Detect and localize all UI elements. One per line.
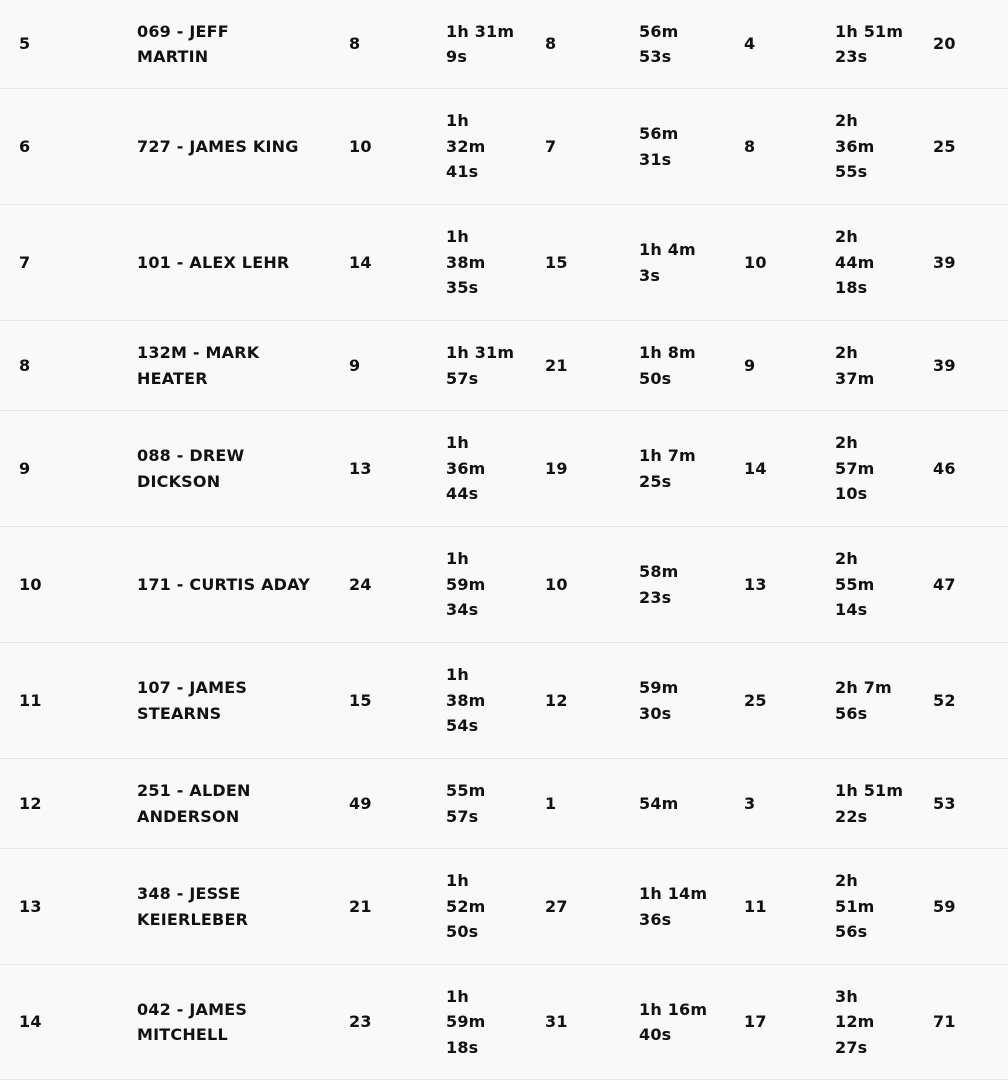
race3-time-cell: 1h 51m 22s	[835, 781, 904, 826]
race3-time-cell: 2h 7m 56s	[835, 678, 892, 723]
race2-rank-cell: 10	[545, 574, 568, 594]
race2-time-cell: 1h 7m 25s	[639, 446, 696, 491]
race1-rank-cell: 21	[349, 896, 372, 916]
table-row	[0, 759, 1008, 849]
race3-time-cell: 2h 44m 18s	[835, 227, 875, 298]
place-cell: 7	[19, 252, 31, 272]
race3-rank-cell: 8	[744, 136, 756, 156]
race1-time-cell: 1h 31m 57s	[446, 343, 515, 388]
race2-time-cell: 56m 53s	[639, 21, 679, 66]
place-cell: 8	[19, 355, 31, 375]
table-row	[0, 321, 1008, 411]
race3-rank-cell: 10	[744, 252, 767, 272]
race1-rank-cell: 13	[349, 458, 372, 478]
racer-cell: 069 - JEFF MARTIN	[137, 21, 229, 66]
race3-time-cell: 2h 36m 55s	[835, 111, 875, 182]
place-cell: 9	[19, 458, 31, 478]
table-row	[0, 643, 1008, 759]
race3-rank-cell: 9	[744, 355, 756, 375]
race1-rank-cell: 14	[349, 252, 372, 272]
race3-time-cell: 2h 57m 10s	[835, 433, 875, 504]
race2-rank-cell: 31	[545, 1012, 568, 1032]
table-row	[0, 527, 1008, 643]
race1-rank-cell: 24	[349, 574, 372, 594]
race1-time-cell: 55m 57s	[446, 781, 486, 826]
race3-rank-cell: 17	[744, 1012, 767, 1032]
place-cell: 10	[19, 574, 42, 594]
race2-time-cell: 56m 31s	[639, 124, 679, 169]
race1-time-cell: 1h 31m 9s	[446, 21, 515, 66]
race2-time-cell: 1h 4m 3s	[639, 240, 696, 285]
race1-rank-cell: 9	[349, 355, 361, 375]
points-cell: 39	[933, 252, 956, 272]
race2-rank-cell: 15	[545, 252, 568, 272]
points-cell: 46	[933, 458, 956, 478]
race2-time-cell: 1h 14m 36s	[639, 884, 708, 929]
race2-rank-cell: 21	[545, 355, 568, 375]
racer-cell: 348 - JESSE KEIERLEBER	[137, 884, 249, 929]
place-cell: 6	[19, 136, 31, 156]
points-cell: 47	[933, 574, 956, 594]
place-cell: 5	[19, 34, 31, 54]
race3-time-cell: 3h 12m 27s	[835, 986, 875, 1057]
race2-time-cell: 54m	[639, 793, 679, 813]
race3-time-cell: 2h 55m 14s	[835, 549, 875, 620]
points-cell: 39	[933, 355, 956, 375]
racer-cell: 132M - MARK HEATER	[137, 343, 260, 388]
race1-rank-cell: 10	[349, 136, 372, 156]
points-cell: 71	[933, 1012, 956, 1032]
race2-rank-cell: 27	[545, 896, 568, 916]
racer-cell: 088 - DREW DICKSON	[137, 446, 245, 491]
race3-time-cell: 2h 51m 56s	[835, 871, 875, 942]
race3-rank-cell: 4	[744, 34, 756, 54]
race2-rank-cell: 8	[545, 34, 557, 54]
race2-rank-cell: 1	[545, 793, 557, 813]
race2-rank-cell: 7	[545, 136, 557, 156]
table-row	[0, 411, 1008, 527]
racer-cell: 042 - JAMES MITCHELL	[137, 999, 248, 1044]
race3-rank-cell: 3	[744, 793, 756, 813]
race3-rank-cell: 13	[744, 574, 767, 594]
race2-time-cell: 1h 8m 50s	[639, 343, 696, 388]
race2-rank-cell: 19	[545, 458, 568, 478]
racer-cell: 171 - CURTIS ADAY	[137, 574, 310, 594]
race3-time-cell: 2h 37m	[835, 343, 875, 388]
race1-time-cell: 1h 52m 50s	[446, 871, 486, 942]
racer-cell: 107 - JAMES STEARNS	[137, 678, 248, 723]
race1-time-cell: 1h 32m 41s	[446, 111, 486, 182]
points-cell: 52	[933, 690, 956, 710]
race1-rank-cell: 49	[349, 793, 372, 813]
race2-time-cell: 58m 23s	[639, 562, 679, 607]
points-cell: 25	[933, 136, 956, 156]
racer-cell: 727 - JAMES KING	[137, 136, 299, 156]
race3-rank-cell: 14	[744, 458, 767, 478]
race3-rank-cell: 11	[744, 896, 767, 916]
table-row	[0, 89, 1008, 205]
race1-time-cell: 1h 36m 44s	[446, 433, 486, 504]
race1-rank-cell: 15	[349, 690, 372, 710]
racer-cell: 101 - ALEX LEHR	[137, 252, 290, 272]
racer-cell: 251 - ALDEN ANDERSON	[137, 781, 251, 826]
race1-rank-cell: 8	[349, 34, 361, 54]
table-row	[0, 0, 1008, 89]
points-cell: 53	[933, 793, 956, 813]
place-cell: 12	[19, 793, 42, 813]
points-cell: 20	[933, 34, 956, 54]
race1-rank-cell: 23	[349, 1012, 372, 1032]
race3-time-cell: 1h 51m 23s	[835, 21, 904, 66]
race2-time-cell: 1h 16m 40s	[639, 999, 708, 1044]
table-row	[0, 849, 1008, 965]
race2-time-cell: 59m 30s	[639, 678, 679, 723]
table-row	[0, 205, 1008, 321]
race3-rank-cell: 25	[744, 690, 767, 710]
place-cell: 11	[19, 690, 42, 710]
place-cell: 14	[19, 1012, 42, 1032]
race1-time-cell: 1h 59m 18s	[446, 986, 486, 1057]
place-cell: 13	[19, 896, 42, 916]
points-cell: 59	[933, 896, 956, 916]
race1-time-cell: 1h 38m 35s	[446, 227, 486, 298]
race2-rank-cell: 12	[545, 690, 568, 710]
race1-time-cell: 1h 59m 34s	[446, 549, 486, 620]
race1-time-cell: 1h 38m 54s	[446, 665, 486, 736]
table-row	[0, 965, 1008, 1080]
